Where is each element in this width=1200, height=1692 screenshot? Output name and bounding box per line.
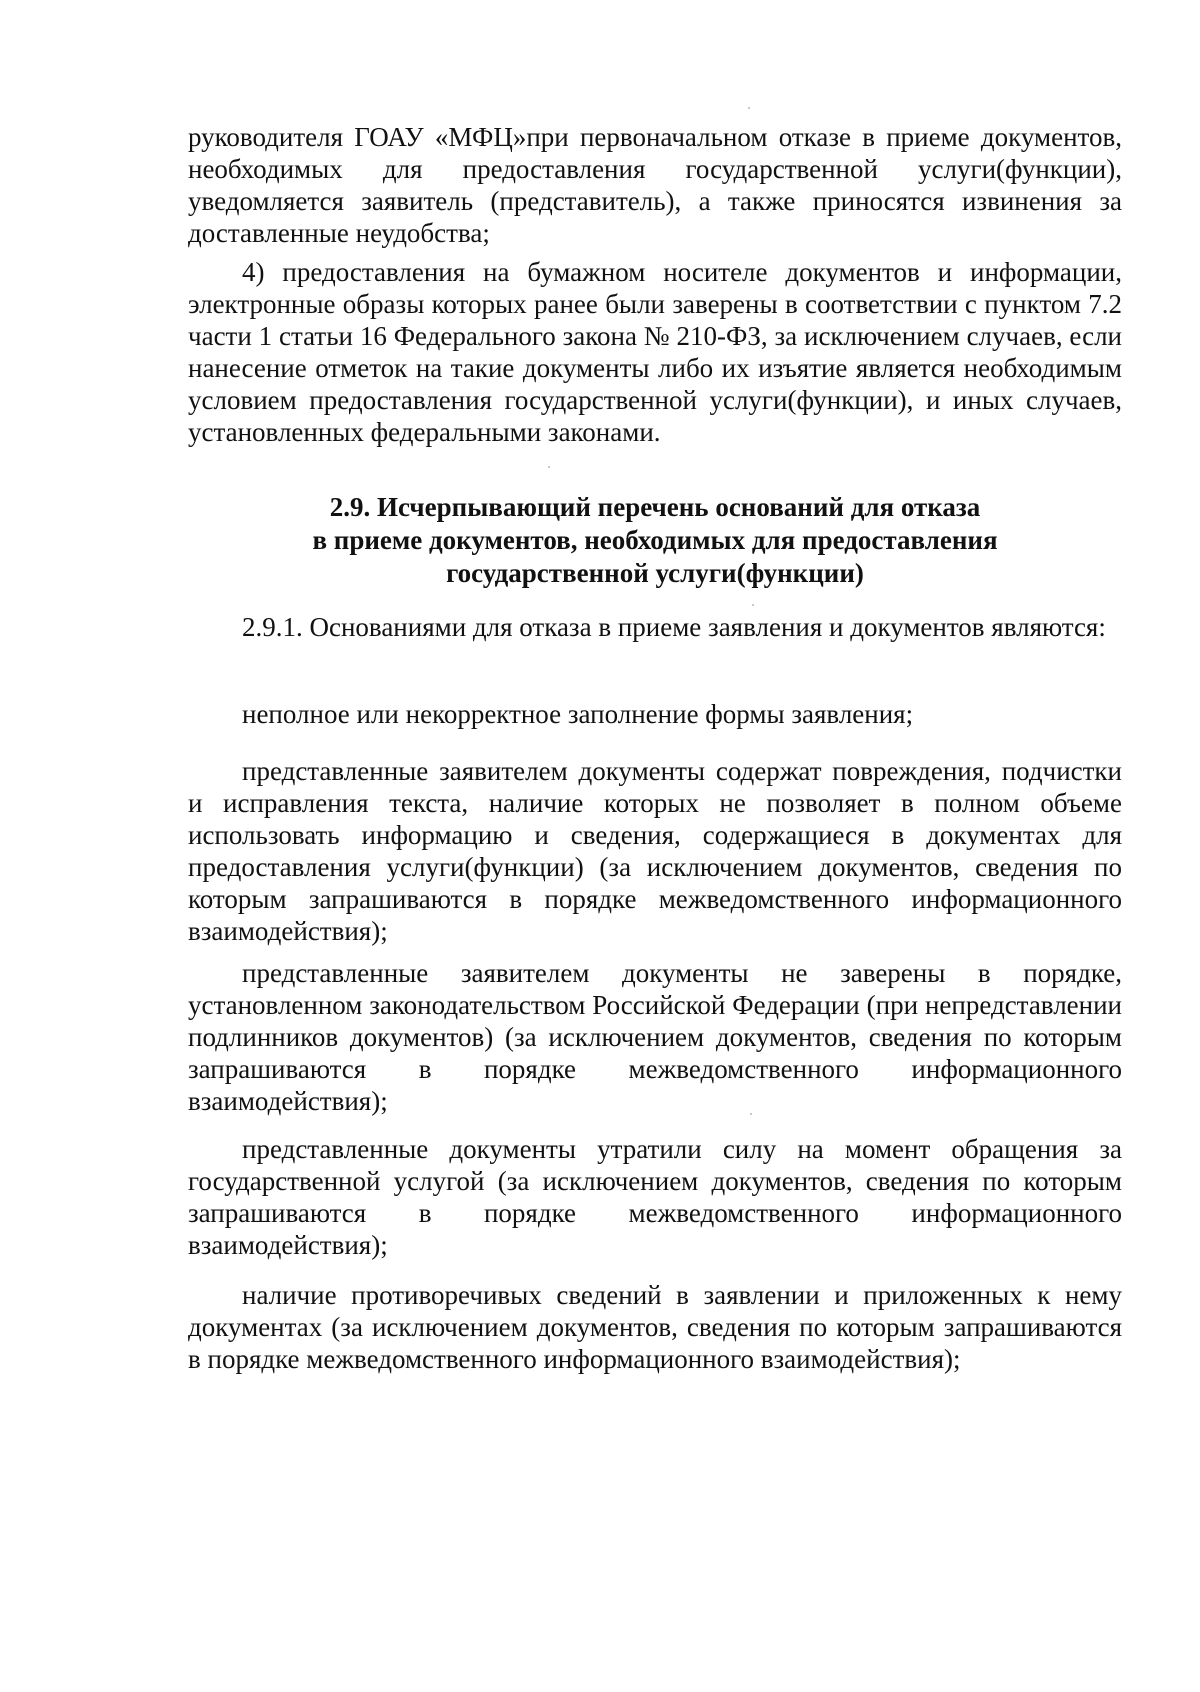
scan-speck bbox=[752, 604, 754, 606]
ground-contradictory-info: наличие противоречивых сведений в заявлении и приложенных к нему документах (за исключением документов, сведения по которым запрашиваются в порядке межведомственного информационного взаимодействия); bbox=[188, 1280, 1122, 1374]
ground-not-certified: представленные заявителем документы не заверены в порядке, установленном законодательством Российской Федерации (при непредставлении подлинников документов) (за исключением документов, сведения по которым запрашиваются в порядке межведомственного информационного взаимодействия); bbox=[188, 958, 1122, 1116]
section-heading-2-9 bbox=[188, 491, 1122, 590]
paragraph-2-9-1: 2.9.1. Основаниями для отказа в приеме заявления и документов являются: bbox=[242, 612, 1106, 642]
ground-incomplete-form: неполное или некорректное заполнение формы заявления; bbox=[242, 699, 914, 729]
ground-damaged-documents: представленные заявителем документы содержат повреждения, подчистки и исправления текста, наличие которых не позволяет в полном объеме использовать информацию и сведения, содержащиеся в документах для предоставления услуги(функции) (за исключением документов, сведения по которым запрашиваются в порядке межведомственного информационного взаимодействия); bbox=[188, 756, 1122, 946]
ground-expired-documents: представленные документы утратили силу на момент обращения за государственной услугой (за исключением документов, сведения по которым запрашиваются в порядке межведомственного информационного взаимодействия); bbox=[188, 1134, 1122, 1260]
scan-speck bbox=[748, 107, 750, 109]
heading-line-1: 2.9. Исчерпывающий перечень оснований для отказа bbox=[329, 492, 981, 522]
paragraph-continued: руководителя ГОАУ «МФЦ»при первоначальном отказе в приеме документов, необходимых для предоставления государственной услуги(функции), уведомляется заявитель (представитель), а также приносятся извинения за доставленные неудобства; bbox=[188, 122, 1122, 248]
heading-line-3: государственной услуги(функции) bbox=[446, 558, 864, 588]
scan-speck bbox=[750, 1113, 752, 1115]
heading-line-2: в приеме документов, необходимых для предоставления bbox=[312, 525, 998, 555]
scan-speck bbox=[548, 466, 550, 468]
paragraph-item-4: 4) предоставления на бумажном носителе документов и информации, электронные образы которых ранее были заверены в соответствии с пунктом 7.2 части 1 статьи 16 Федерального закона № 210-ФЗ, за исключением случаев, если нанесение отметок на такие документы либо их изъятие является необходимым условием предоставления государственной услуги(функции), и иных случаев, установленных федеральными законами. bbox=[188, 257, 1122, 447]
